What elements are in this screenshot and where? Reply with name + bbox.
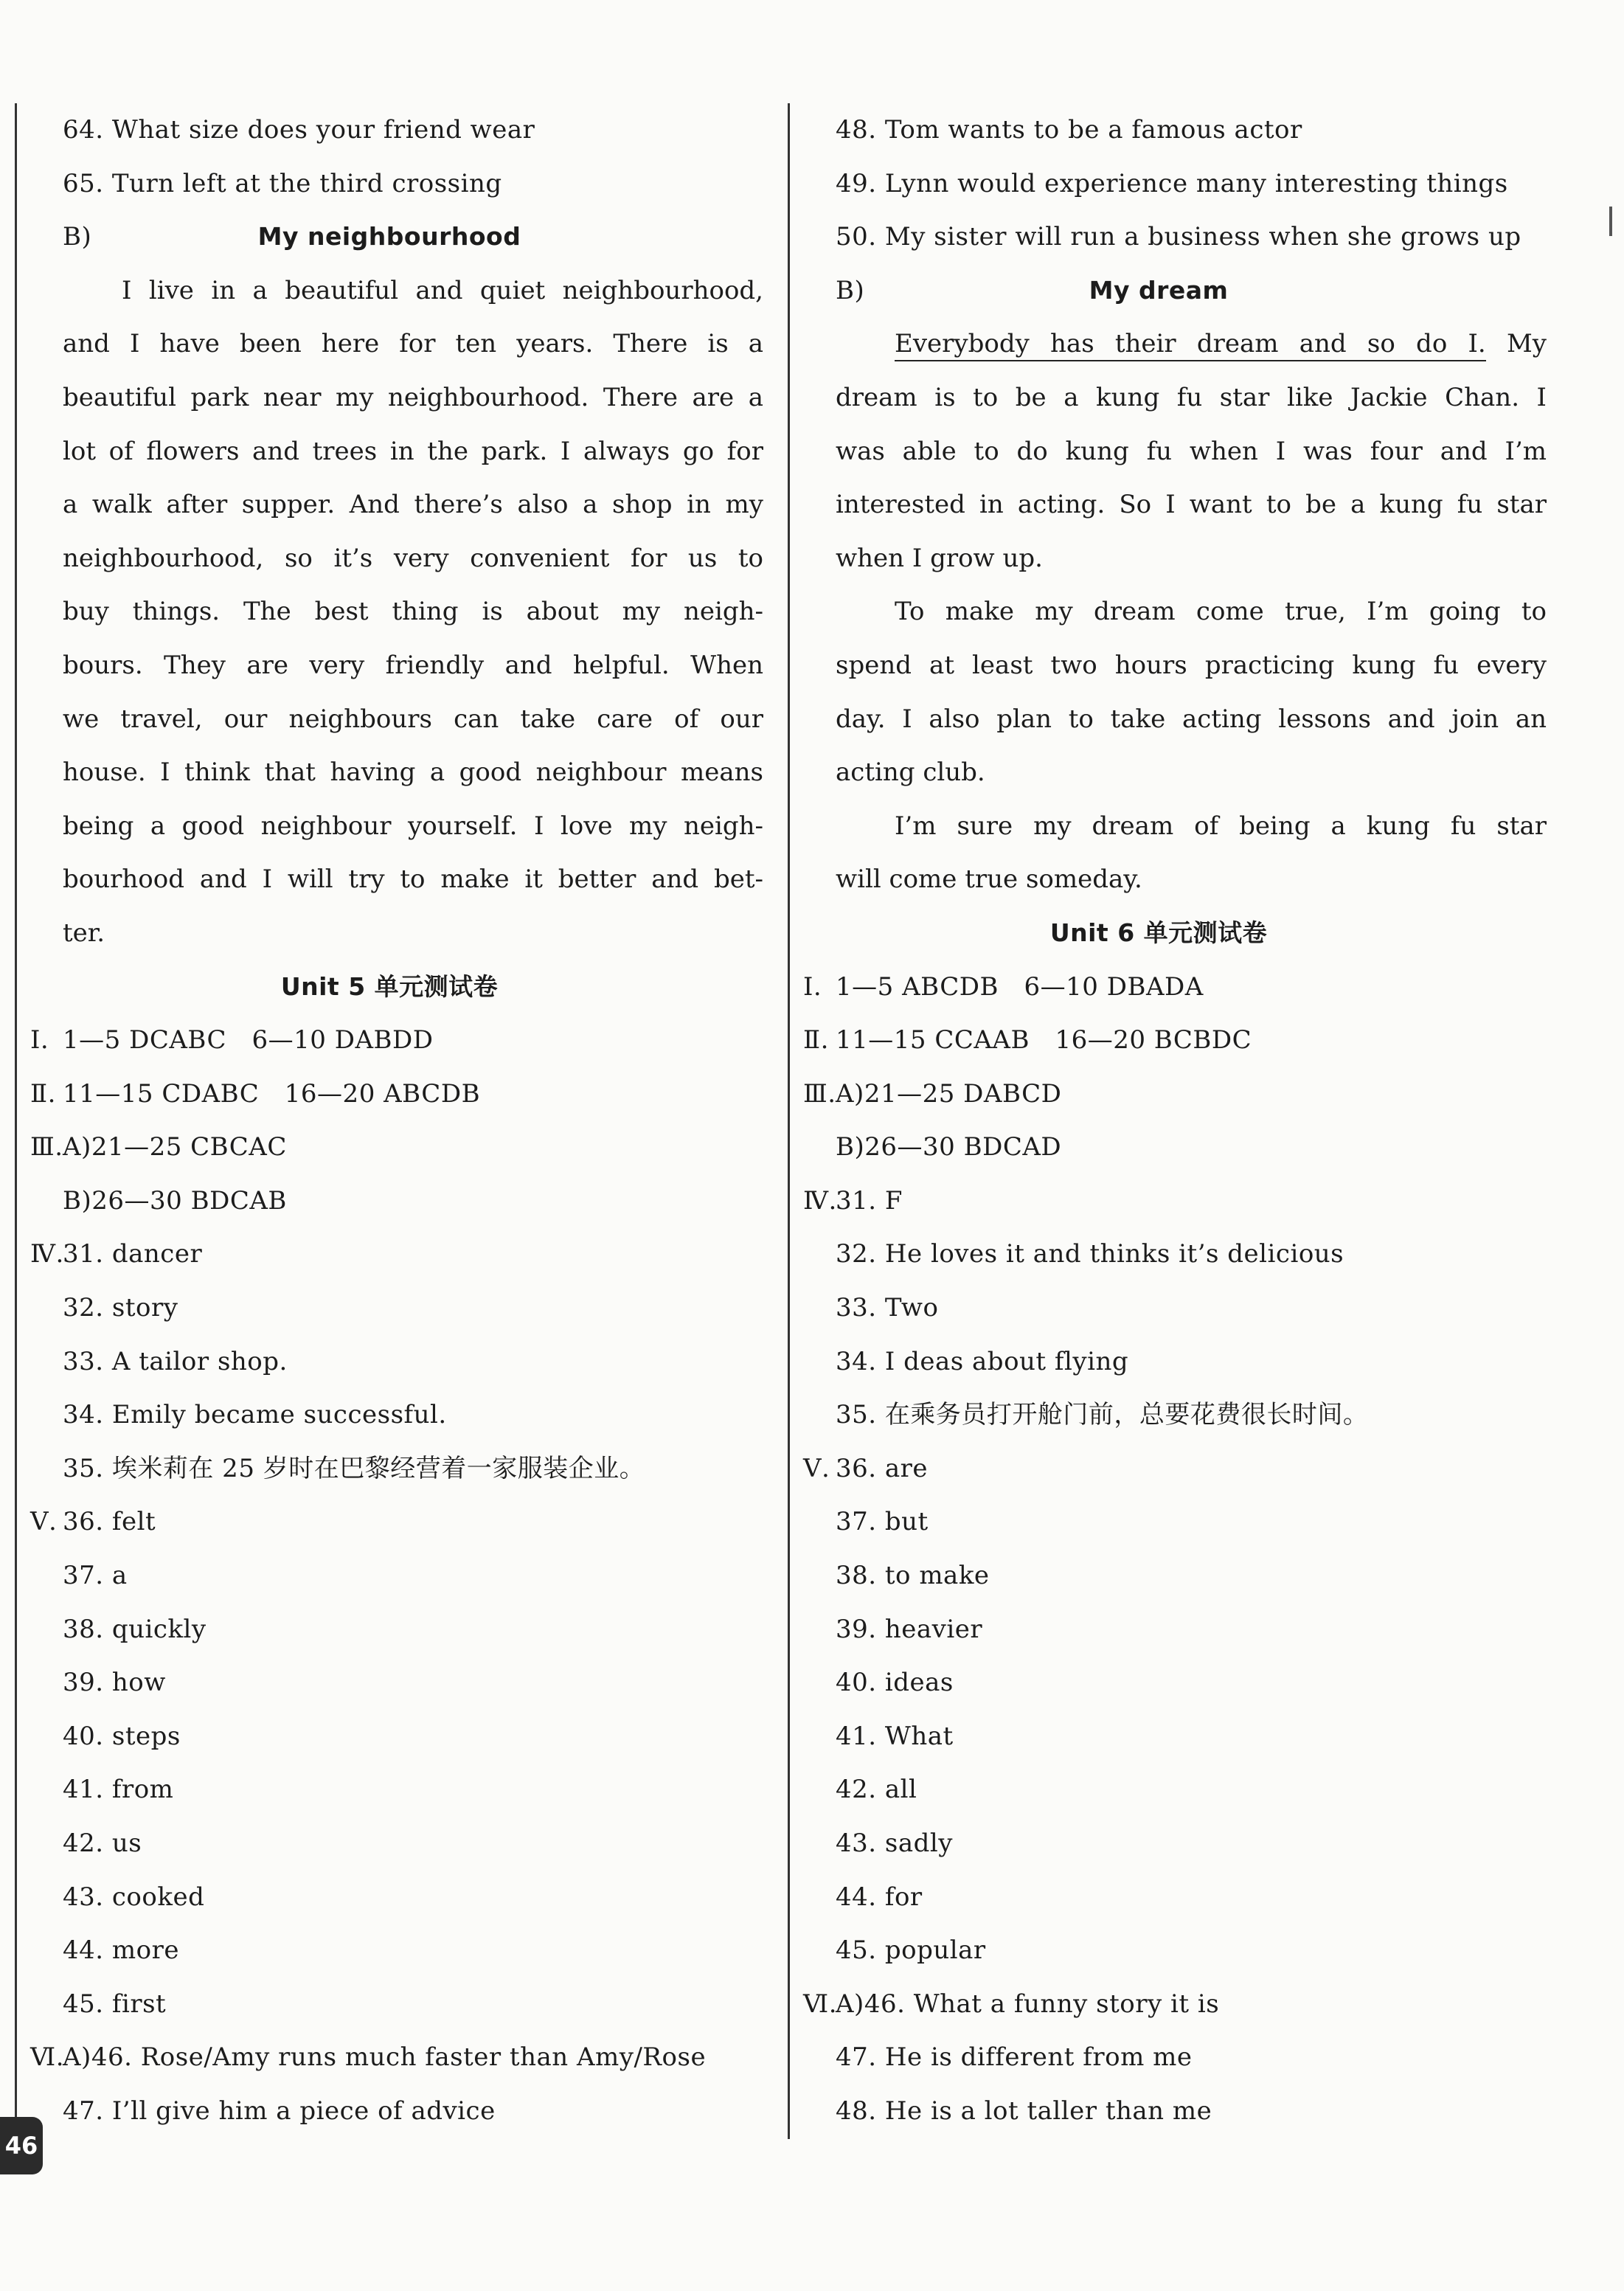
section-answers: 31. dancer [63, 1239, 203, 1269]
essay-line: interested in acting. So I want to be a kung fu star [836, 490, 1547, 520]
answer-item: 35. 在乘务员打开舱门前，总要花费很长时间。 [836, 1400, 1369, 1430]
answer-item: 47. He is different from me [836, 2042, 1193, 2073]
roman-numeral: Ⅰ. [30, 1025, 49, 1056]
answer-item: 34. I deas about flying [836, 1346, 1129, 1376]
section-answers: 11—15 CCAAB 16—20 BCBDC [836, 1025, 1252, 1056]
section-1 [17, 1013, 762, 1067]
section-5 [790, 1442, 1527, 1496]
answer-item: 37. but [836, 1507, 929, 1537]
roman-numeral: Ⅲ. [803, 1078, 836, 1109]
essay-line: neighbourhood, so it’s very convenient for us to [63, 543, 763, 573]
answer-item: 41. from [63, 1775, 174, 1805]
roman-numeral: Ⅳ. [30, 1239, 64, 1269]
section-6 [17, 2031, 762, 2084]
section-b-header [790, 264, 1527, 318]
essay-line: when I grow up. [836, 543, 1043, 573]
essay-line: was able to do kung fu when I was four and I’m [836, 436, 1547, 466]
answer-item: 39. how [63, 1668, 166, 1698]
section-3b: B)26—30 BDCAD [836, 1132, 1062, 1162]
essay-line: ter. [63, 918, 105, 948]
answer-item: 44. for [836, 1882, 923, 1912]
answer-item: 33. Two [836, 1293, 939, 1323]
unit6-title: Unit 6 单元测试卷 [1049, 918, 1268, 947]
answer-item: 40. ideas [836, 1668, 954, 1698]
answer-item: 47. I’ll give him a piece of advice [63, 2096, 496, 2126]
answer-item: 48. He is a lot taller than me [836, 2096, 1212, 2126]
answer-item: 33. A tailor shop. [63, 1346, 288, 1376]
section-answers: A)46. What a funny story it is [836, 1989, 1220, 2019]
section-answers: A)21—25 CBCAC [63, 1132, 287, 1162]
section-answers: A)46. Rose/Amy runs much faster than Amy/Rose [63, 2042, 707, 2073]
section-6 [790, 1978, 1527, 2031]
essay-line: being a good neighbour yourself. I love my neigh- [63, 811, 763, 841]
answer-64: 64. What size does your friend wear [63, 115, 535, 145]
section-4 [790, 1174, 1527, 1228]
answer-item: 42. all [836, 1775, 917, 1805]
roman-numeral: Ⅵ. [803, 1989, 838, 2019]
right-column [788, 103, 1547, 2139]
section-2 [17, 1067, 762, 1121]
essay-my-dream [790, 317, 1547, 907]
essay-line: a walk after supper. And there’s also a shop in my [63, 490, 763, 520]
section-answers: 1—5 ABCDB 6—10 DBADA [836, 971, 1204, 1002]
answer-48: 48. Tom wants to be a famous actor [836, 115, 1302, 145]
roman-numeral: Ⅲ. [30, 1132, 63, 1162]
answer-item: 34. Emily became successful. [63, 1400, 447, 1430]
essay-line: buy things. The best thing is about my neigh- [63, 597, 763, 627]
essay-word: My [1506, 329, 1547, 359]
essay-line: and I have been here for ten years. There is a [63, 329, 763, 359]
page-number: 46 [0, 2117, 43, 2174]
section-answers: 1—5 DCABC 6—10 DABDD [63, 1025, 434, 1056]
section-answers: 36. are [836, 1453, 929, 1483]
essay-neighbourhood [17, 264, 763, 960]
answer-item: 35. 埃米莉在 25 岁时在巴黎经营着一家服装企业。 [63, 1453, 645, 1483]
roman-numeral: Ⅳ. [803, 1185, 837, 1216]
roman-numeral: Ⅴ. [30, 1507, 58, 1537]
answer-item: 45. first [63, 1989, 167, 2019]
answer-item: 43. sadly [836, 1829, 953, 1858]
answer-item: 32. story [63, 1293, 178, 1323]
roman-numeral: Ⅵ. [30, 2042, 65, 2073]
answer-item: 43. cooked [63, 1882, 205, 1912]
answer-49: 49. Lynn would experience many interesting things [836, 168, 1508, 198]
answer-item: 44. more [63, 1935, 179, 1966]
section-3 [790, 1067, 1527, 1121]
answer-65: 65. Turn left at the third crossing [63, 168, 502, 198]
essay-line: bours. They are very friendly and helpful. When [63, 650, 763, 680]
answer-item: 37. a [63, 1561, 128, 1591]
essay-line: lot of flowers and trees in the park. I always go for [63, 436, 763, 466]
answer-50: 50. My sister will run a business when she grows up [836, 222, 1521, 252]
roman-numeral: Ⅱ. [30, 1078, 56, 1109]
essay-title: My dream [1089, 275, 1229, 305]
section-b-label: B) [836, 275, 865, 305]
section-answers: 31. F [836, 1185, 903, 1216]
answer-item: 32. He loves it and thinks it’s delicious [836, 1239, 1344, 1269]
essay-line: we travel, our neighbours can take care of our [63, 704, 763, 734]
essay-title: My neighbourhood [257, 222, 521, 252]
section-3b: B)26—30 BDCAB [63, 1185, 287, 1216]
answer-item: 45. popular [836, 1935, 986, 1966]
essay-line: house. I think that having a good neighbour means [63, 758, 763, 788]
section-answers: 36. felt [63, 1507, 156, 1537]
section-b-header [17, 210, 762, 264]
answer-item: 38. quickly [63, 1614, 207, 1644]
answer-item: 40. steps [63, 1721, 181, 1751]
essay-line: beautiful park near my neighbourhood. There are a [63, 382, 763, 412]
essay-line: acting club. [836, 758, 985, 788]
margin-mark [1609, 207, 1612, 236]
answer-item: 38. to make [836, 1561, 990, 1591]
essay-line: bourhood and I will try to make it better and bet- [63, 864, 763, 895]
essay-line: dream is to be a kung fu star like Jackie Chan. I [836, 382, 1547, 412]
essay-line: day. I also plan to take acting lessons and join an [836, 704, 1547, 734]
section-b-label: B) [63, 222, 92, 252]
essay-line: spend at least two hours practicing kung fu every [836, 650, 1547, 680]
section-answers: A)21—25 DABCD [836, 1078, 1062, 1109]
left-column [15, 103, 762, 2139]
section-3 [17, 1120, 762, 1174]
roman-numeral: Ⅰ. [803, 971, 822, 1002]
roman-numeral: Ⅴ. [803, 1453, 830, 1483]
underlined-sentence: Everybody has their dream and so do I. [895, 329, 1486, 361]
section-answers: 11—15 CDABC 16—20 ABCDB [63, 1078, 481, 1109]
essay-line: I live in a beautiful and quiet neighbourhood, [122, 275, 763, 305]
section-4 [17, 1227, 762, 1281]
section-1 [790, 960, 1527, 1014]
essay-line: will come true someday. [836, 864, 1142, 895]
essay-line: I’m sure my dream of being a kung fu star [895, 811, 1547, 841]
answer-item: 41. What [836, 1721, 954, 1751]
section-2 [790, 1013, 1527, 1067]
essay-first-line [836, 317, 1547, 371]
section-5 [17, 1495, 762, 1549]
answer-item: 42. us [63, 1829, 142, 1858]
answer-item: 39. heavier [836, 1614, 983, 1644]
roman-numeral: Ⅱ. [803, 1025, 829, 1056]
unit5-title: Unit 5 单元测试卷 [280, 971, 499, 1001]
essay-line: To make my dream come true, I’m going to [895, 597, 1547, 627]
